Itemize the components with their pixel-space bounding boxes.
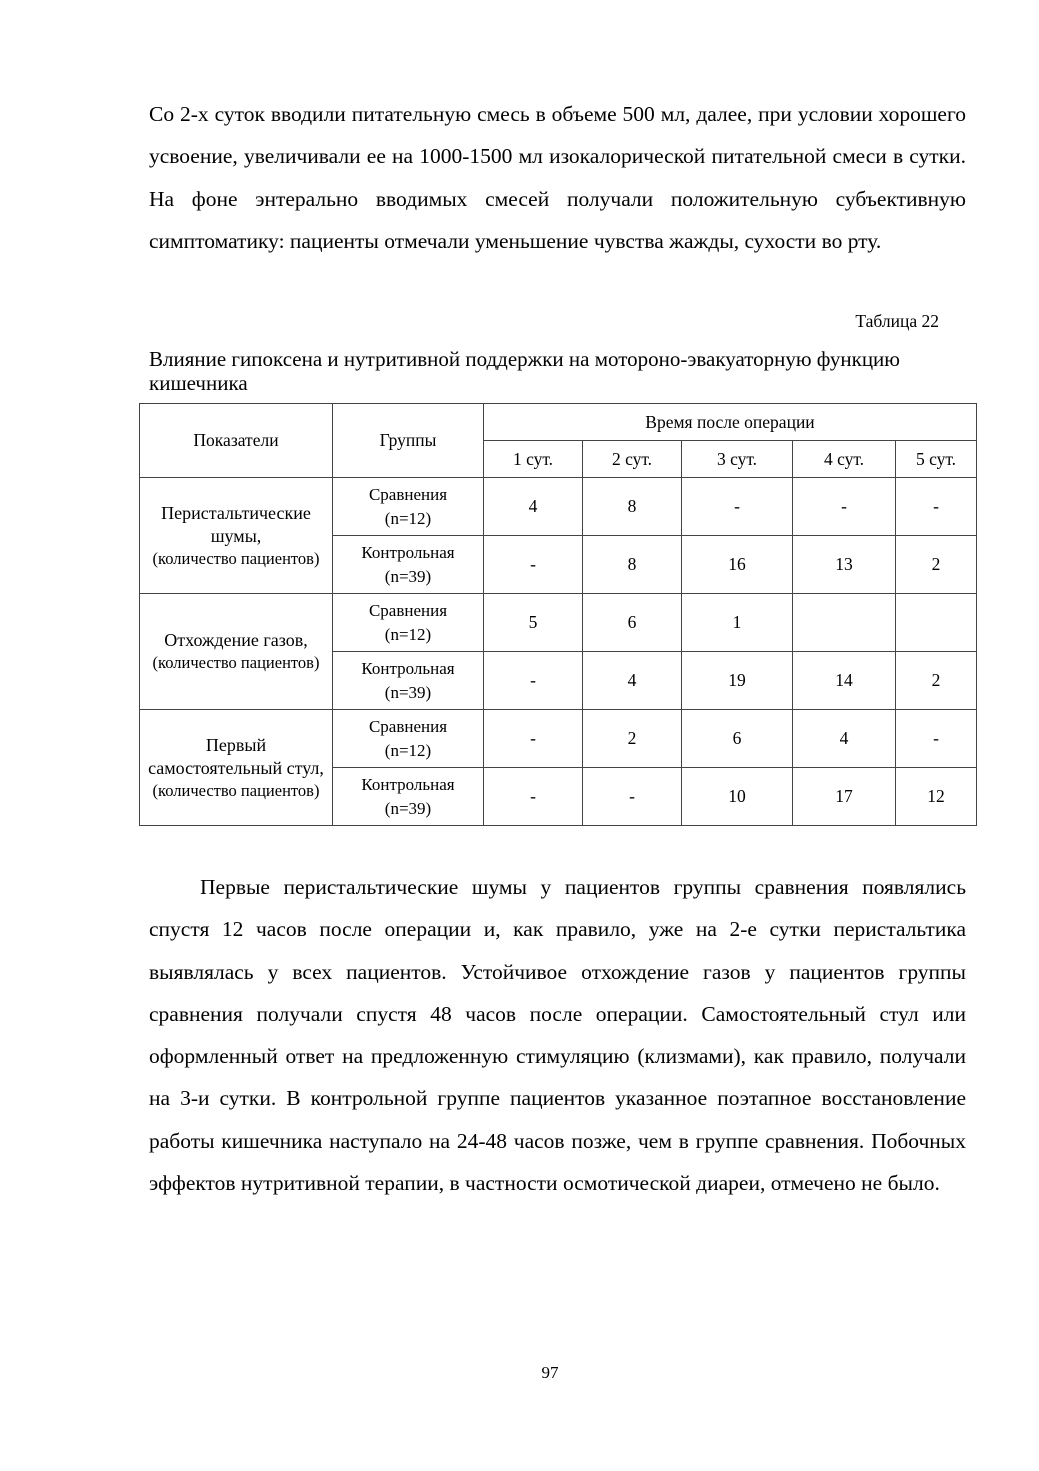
value-cell: 6	[682, 710, 793, 768]
group-cell	[333, 768, 484, 826]
header-day: 4 сут.	[793, 441, 896, 478]
results-table	[139, 403, 977, 826]
indicator-label: Первый самостоятельный стул,	[148, 734, 324, 778]
value-cell: 10	[682, 768, 793, 826]
value-cell: 4	[484, 478, 583, 536]
header-indicators: Показатели	[140, 404, 333, 478]
value-cell: 5	[484, 594, 583, 652]
group-cell	[333, 536, 484, 594]
value-cell: 12	[896, 768, 977, 826]
value-cell: 16	[682, 536, 793, 594]
value-cell	[896, 594, 977, 652]
group-cell	[333, 652, 484, 710]
indicator-cell	[140, 594, 333, 710]
indicator-label: Перистальтические шумы,	[161, 502, 311, 546]
indicator-cell	[140, 478, 333, 594]
table-header-row	[140, 404, 977, 441]
value-cell	[793, 594, 896, 652]
group-n: (n=12)	[384, 508, 432, 528]
group-cell	[333, 594, 484, 652]
group-cell	[333, 710, 484, 768]
group-name: Сравнения	[368, 716, 448, 736]
intro-paragraph: Со 2-х суток вводили питательную смесь в объеме 500 мл, далее, при условии хорошего усвоение, увеличивали ее на 1000-1500 мл изокалорической питательной смеси в сутки. На фоне энтерально вводимых смесей получали положительную субъективную симптоматику: пациенты отмечали уменьшение чувства жажды, сухости во рту.	[149, 102, 966, 253]
value-cell: -	[484, 652, 583, 710]
value-cell: -	[896, 710, 977, 768]
indicator-sublabel: (количество пациентов)	[152, 780, 320, 800]
group-n: (n=12)	[384, 624, 432, 644]
value-cell: 8	[583, 536, 682, 594]
value-cell: 14	[793, 652, 896, 710]
value-cell: -	[896, 478, 977, 536]
table-row	[140, 478, 977, 536]
table-row	[140, 710, 977, 768]
indicator-sublabel: (количество пациентов)	[152, 548, 320, 568]
value-cell: 2	[583, 710, 682, 768]
header-day: 3 сут.	[682, 441, 793, 478]
group-n: (n=39)	[384, 682, 432, 702]
value-cell: 19	[682, 652, 793, 710]
header-day: 5 сут.	[896, 441, 977, 478]
indicator-cell	[140, 710, 333, 826]
value-cell: 4	[793, 710, 896, 768]
indicator-sublabel: (количество пациентов)	[152, 653, 320, 672]
value-cell: 1	[682, 594, 793, 652]
group-name: Сравнения	[368, 484, 448, 504]
group-n: (n=39)	[384, 566, 432, 586]
group-name: Контрольная	[361, 774, 455, 794]
group-name: Контрольная	[361, 542, 455, 562]
value-cell: -	[682, 478, 793, 536]
group-cell	[333, 478, 484, 536]
header-time: Время после операции	[484, 404, 977, 441]
value-cell: 13	[793, 536, 896, 594]
value-cell: -	[484, 768, 583, 826]
value-cell: -	[484, 710, 583, 768]
indicator-label: Отхождение газов,	[164, 630, 308, 650]
value-cell: 8	[583, 478, 682, 536]
header-day: 1 сут.	[484, 441, 583, 478]
group-n: (n=39)	[384, 798, 432, 818]
table-caption: Влияние гипоксена и нутритивной поддержки на мотороно-эвакуаторную функцию кишечника	[149, 347, 900, 395]
group-name: Сравнения	[368, 600, 448, 620]
value-cell: -	[583, 768, 682, 826]
value-cell: -	[484, 536, 583, 594]
value-cell: 6	[583, 594, 682, 652]
page-number: 97	[541, 1363, 559, 1382]
value-cell: -	[793, 478, 896, 536]
group-name: Контрольная	[361, 658, 455, 678]
group-n: (n=12)	[384, 740, 432, 760]
value-cell: 2	[896, 652, 977, 710]
value-cell: 2	[896, 536, 977, 594]
table-row	[140, 594, 977, 652]
value-cell: 4	[583, 652, 682, 710]
header-groups: Группы	[333, 404, 484, 478]
discussion-paragraph: Первые перистальтические шумы у пациентов группы сравнения появлялись спустя 12 часов после операции и, как правило, уже на 2-е сутки перистальтика выявлялась у всех пациентов. Устойчивое отхождение газов у пациентов группы сравнения получали спустя 48 часов после операции. Самостоятельный стул или оформленный ответ на предложенную стимуляцию (клизмами), как правило, получали на 3-и сутки. В контрольной группе пациентов указанное поэтапное восстановление работы кишечника наступало на 24-48 часов позже, чем в группе сравнения. Побочных эффектов нутритивной терапии, в частности осмотической диареи, отмечено не было.	[149, 875, 966, 1196]
table-number: Таблица 22	[855, 311, 939, 331]
value-cell: 17	[793, 768, 896, 826]
header-day: 2 сут.	[583, 441, 682, 478]
